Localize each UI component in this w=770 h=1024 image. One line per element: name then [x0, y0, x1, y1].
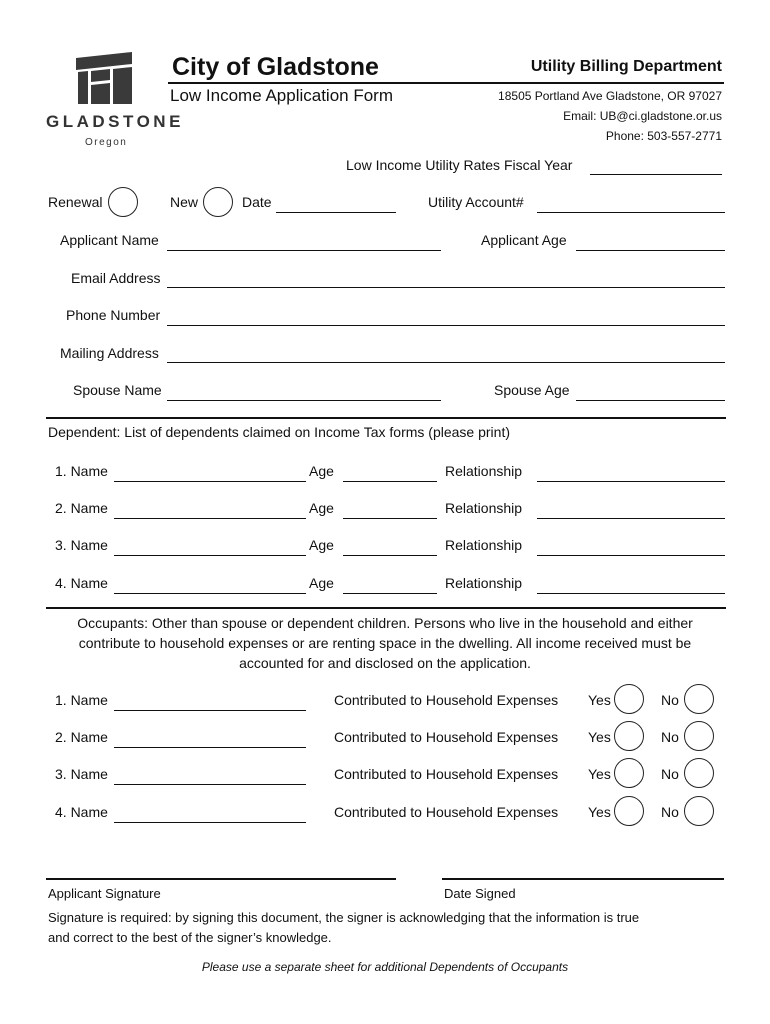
dependent-age-field[interactable] — [343, 464, 437, 482]
new-radio[interactable] — [203, 187, 233, 217]
dependent-relationship-field[interactable] — [537, 538, 725, 556]
applicant-name-label: Applicant Name — [60, 232, 159, 248]
signature-notice: and correct to the best of the signer’s knowledge. — [48, 930, 332, 945]
applicant-signature-label: Applicant Signature — [48, 886, 161, 901]
fiscal-year-field[interactable] — [590, 157, 722, 175]
dependent-relationship-label: Relationship — [445, 463, 523, 479]
spouse-name-label: Spouse Name — [73, 382, 162, 398]
date-field[interactable] — [276, 195, 396, 213]
applicant-age-label: Applicant Age — [481, 232, 567, 248]
logo-wordmark: GLADSTONE — [46, 112, 184, 131]
dependent-name-field[interactable] — [114, 501, 306, 519]
occupant-no-label: No — [661, 729, 679, 745]
occupant-no-radio[interactable] — [684, 796, 714, 826]
spouse-name-field[interactable] — [167, 383, 441, 401]
city-title: City of Gladstone — [172, 53, 379, 81]
dependents-heading: Dependent: List of dependents claimed on Income Tax forms (please print) — [48, 424, 510, 440]
dependent-name-label: 3. Name — [55, 537, 108, 553]
dependent-age-field[interactable] — [343, 576, 437, 594]
occupant-name-label: 1. Name — [55, 692, 108, 708]
footer-note: Please use a separate sheet for additional Dependents of Occupants — [201, 960, 569, 974]
occupant-yes-label: Yes — [588, 692, 611, 708]
dependent-relationship-label: Relationship — [445, 537, 523, 553]
form-title: Low Income Application Form — [170, 86, 393, 105]
occupant-yes-radio[interactable] — [614, 721, 644, 751]
occupants-heading-line: contribute to household expenses or are renting space in the dwelling. All income received must be — [78, 635, 692, 651]
dependent-age-field[interactable] — [343, 538, 437, 556]
dependent-name-field[interactable] — [114, 538, 306, 556]
gladstone-logo-mark-icon — [74, 50, 136, 106]
occupant-contrib-label: Contributed to Household Expenses — [334, 804, 559, 820]
renewal-label: Renewal — [48, 194, 103, 210]
spouse-age-field[interactable] — [576, 383, 725, 401]
dependent-relationship-label: Relationship — [445, 575, 523, 591]
dependent-age-label: Age — [309, 463, 334, 479]
occupant-yes-label: Yes — [588, 766, 611, 782]
occupants-heading — [40, 613, 730, 673]
dependent-name-field[interactable] — [114, 464, 306, 482]
occupant-no-label: No — [661, 692, 679, 708]
dependent-age-label: Age — [309, 500, 334, 516]
occupant-contrib-label: Contributed to Household Expenses — [334, 729, 559, 745]
department-phone: Phone: 503-557-2771 — [605, 129, 722, 143]
email-address-field[interactable] — [167, 270, 725, 288]
occupant-no-radio[interactable] — [684, 758, 714, 788]
department-email: Email: UB@ci.gladstone.or.us — [563, 109, 722, 123]
dependent-name-label: 2. Name — [55, 500, 108, 516]
occupant-contrib-label: Contributed to Household Expenses — [334, 766, 559, 782]
department-title: Utility Billing Department — [530, 58, 722, 75]
date-signed-field[interactable] — [442, 860, 724, 880]
section-divider — [46, 417, 726, 419]
fiscal-year-label: Low Income Utility Rates Fiscal Year — [346, 157, 573, 173]
applicant-signature-field[interactable] — [46, 860, 396, 880]
occupant-name-field[interactable] — [114, 693, 306, 711]
utility-account-field[interactable] — [537, 195, 725, 213]
occupant-yes-radio[interactable] — [614, 758, 644, 788]
renewal-radio[interactable] — [108, 187, 138, 217]
occupant-yes-radio[interactable] — [614, 796, 644, 826]
phone-number-label: Phone Number — [66, 307, 161, 323]
logo-state: Oregon — [85, 137, 128, 148]
spouse-age-label: Spouse Age — [494, 382, 570, 398]
occupant-no-radio[interactable] — [684, 684, 714, 714]
occupant-no-label: No — [661, 804, 679, 820]
mailing-address-field[interactable] — [167, 345, 725, 363]
occupant-name-label: 4. Name — [55, 804, 108, 820]
applicant-age-field[interactable] — [576, 233, 725, 251]
utility-account-label: Utility Account# — [428, 194, 524, 210]
dependent-relationship-field[interactable] — [537, 464, 725, 482]
phone-number-field[interactable] — [167, 308, 725, 326]
dependent-name-field[interactable] — [114, 576, 306, 594]
dependent-age-label: Age — [309, 537, 334, 553]
occupant-name-label: 2. Name — [55, 729, 108, 745]
dependent-relationship-field[interactable] — [537, 501, 725, 519]
dependent-relationship-label: Relationship — [445, 500, 523, 516]
occupant-contrib-label: Contributed to Household Expenses — [334, 692, 559, 708]
dependent-name-label: 4. Name — [55, 575, 108, 591]
dependent-age-field[interactable] — [343, 501, 437, 519]
new-label: New — [170, 194, 199, 210]
occupant-name-field[interactable] — [114, 767, 306, 785]
occupant-name-field[interactable] — [114, 805, 306, 823]
header-rule — [168, 82, 724, 84]
occupant-yes-label: Yes — [588, 729, 611, 745]
occupant-name-label: 3. Name — [55, 766, 108, 782]
signature-notice: Signature is required: by signing this document, the signer is acknowledging that the information is true — [48, 910, 640, 925]
mailing-address-label: Mailing Address — [60, 345, 159, 361]
occupants-heading-line: accounted for and disclosed on the application. — [239, 655, 531, 671]
section-divider — [46, 607, 726, 609]
occupant-no-label: No — [661, 766, 679, 782]
occupant-name-field[interactable] — [114, 730, 306, 748]
date-signed-label: Date Signed — [444, 886, 516, 901]
occupants-heading-line: Occupants: Other than spouse or dependent children. Persons who live in the household and either — [77, 615, 693, 631]
email-address-label: Email Address — [71, 270, 161, 286]
gladstone-logo — [44, 50, 184, 150]
applicant-name-field[interactable] — [167, 233, 441, 251]
occupant-yes-radio[interactable] — [614, 684, 644, 714]
dependent-name-label: 1. Name — [55, 463, 108, 479]
department-address: 18505 Portland Ave Gladstone, OR 97027 — [498, 89, 722, 103]
dependent-age-label: Age — [309, 575, 334, 591]
dependent-relationship-field[interactable] — [537, 576, 725, 594]
occupant-yes-label: Yes — [588, 804, 611, 820]
occupant-no-radio[interactable] — [684, 721, 714, 751]
date-label: Date — [242, 194, 272, 210]
